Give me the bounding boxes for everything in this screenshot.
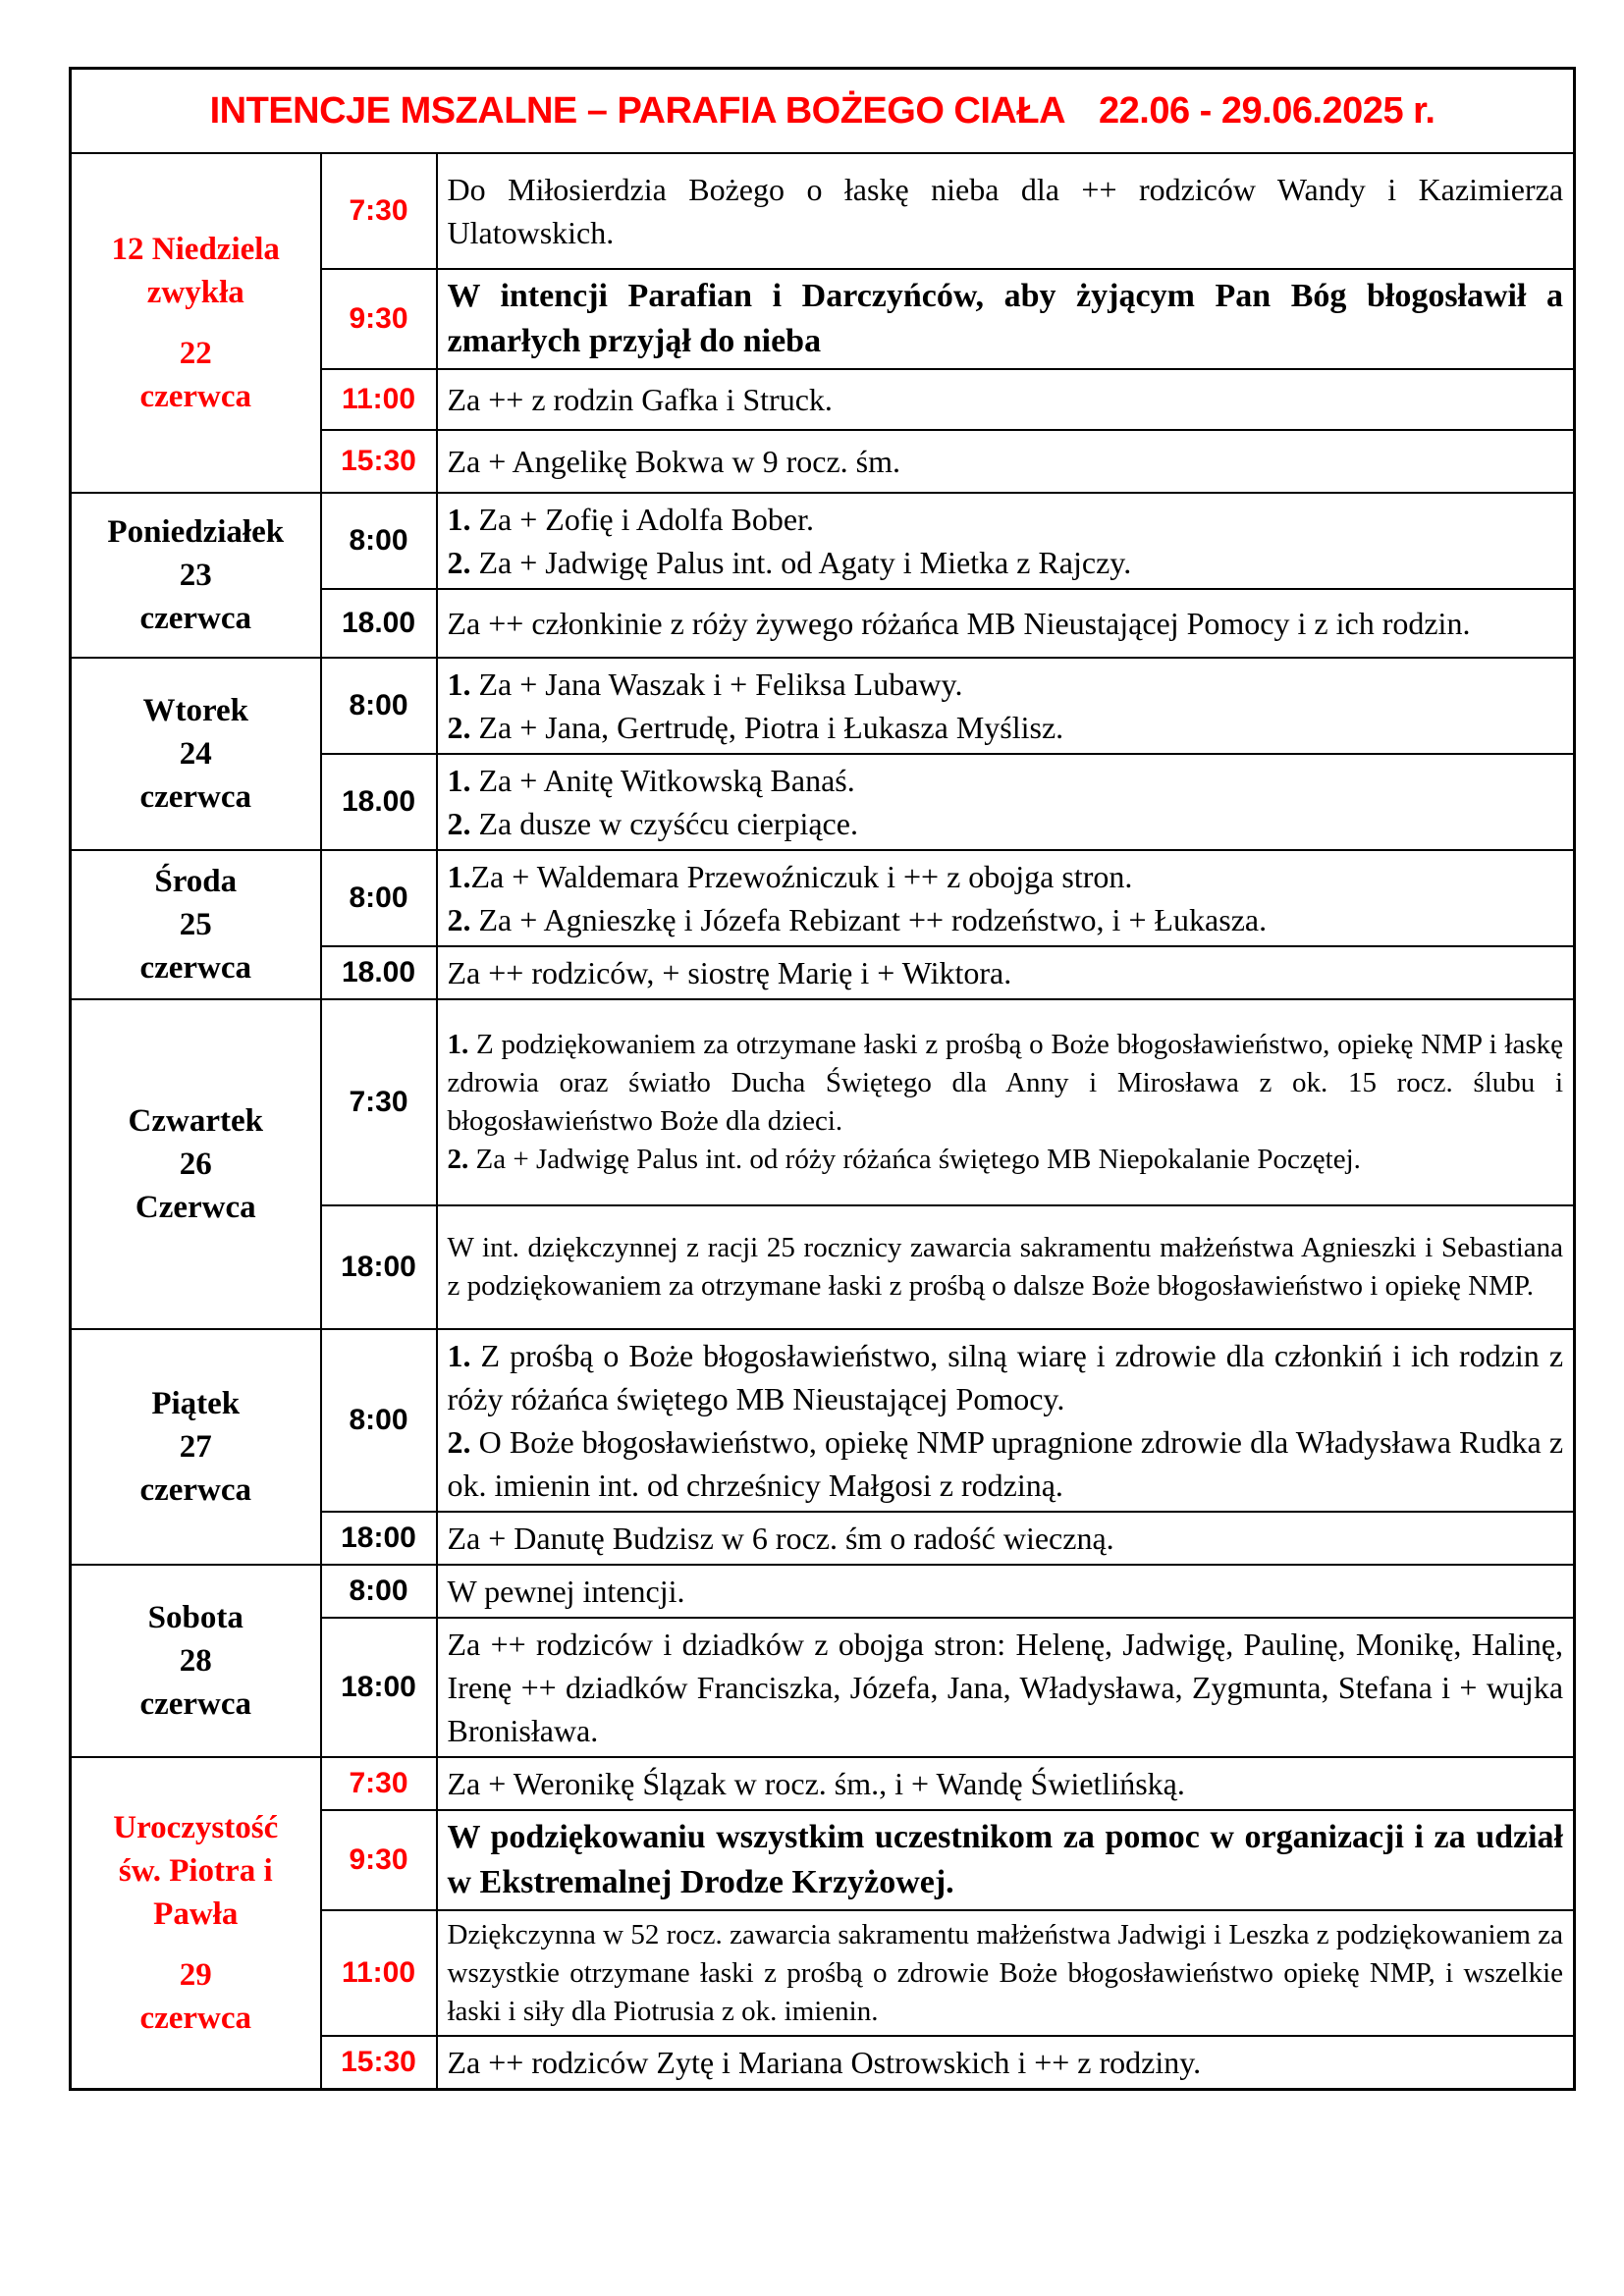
- month-name: czerwca: [139, 779, 252, 815]
- mass-intentions-table: [69, 67, 1576, 2091]
- day-name: Środa: [154, 864, 238, 899]
- mass-row: [71, 1757, 1575, 1810]
- item-number: 2.: [447, 902, 471, 937]
- intention-line: 1. Z prośbą o Boże błogosławieństwo, silną wiarę i zdrowie dla członkiń i ich rodzin z róży różańca świętego MB Nieustającej Pomocy.: [447, 1338, 1564, 1416]
- intention-text: [437, 1205, 1575, 1329]
- month-name: czerwca: [139, 2001, 252, 2036]
- mass-time: 18.00: [321, 589, 437, 658]
- intention-line: 2. Za + Jadwigę Palus int. od Agaty i Mietka z Rajczy.: [447, 545, 1132, 580]
- day-name: Piątek: [151, 1386, 241, 1421]
- day-date: [78, 1143, 314, 1229]
- day-name: Pawła: [153, 1896, 239, 1932]
- intention-line: 1. Z podziękowaniem za otrzymane łaski z prośbą o Boże błogosławieństwo, opiekę NMP i łaskę zdrowia oraz światło Ducha Świętego dla Anny i Mirosława z ok. 15 rocz. ślubu i błogosławieństwo Boże dla dzieci.: [447, 1029, 1564, 1137]
- day-name: Czwartek: [128, 1103, 263, 1139]
- month-name: czerwca: [139, 1472, 252, 1508]
- mass-time: 18:00: [321, 1512, 437, 1565]
- mass-time: 11:00: [321, 1910, 437, 2036]
- day-date: [78, 1425, 314, 1512]
- day-name: św. Piotra i: [118, 1853, 273, 1889]
- intention-text: [437, 269, 1575, 369]
- day-date: [78, 732, 314, 819]
- day-cell: [71, 850, 321, 999]
- intention-text: [437, 153, 1575, 269]
- intention-line: W int. dziękczynnej z racji 25 rocznicy zawarcia sakramentu małżeństwa Agnieszki i Sebastiana z podziękowaniem za otrzymane łaski z prośbą o dalsze Boże błogosławieństwo i opiekę NMP.: [447, 1232, 1564, 1302]
- item-number: 1.: [447, 502, 471, 537]
- intention-line: 2. Za + Agnieszkę i Józefa Rebizant ++ rodzeństwo, i + Łukasza.: [447, 902, 1268, 937]
- intention-line: Za ++ rodziców Zytę i Mariana Ostrowskich i ++ z rodziny.: [447, 2045, 1202, 2080]
- intention-line: W intencji Parafian i Darczyńców, aby żyjącym Pan Bóg błogosławił a zmarłych przyjął do nieba: [447, 278, 1564, 359]
- day-cell: [71, 1757, 321, 2090]
- day-name: Poniedziałek: [107, 514, 285, 550]
- day-number: 28: [179, 1643, 212, 1679]
- intention-text: [437, 1329, 1575, 1512]
- day-date: [78, 1639, 314, 1726]
- mass-time: 7:30: [321, 1757, 437, 1810]
- item-number: 1.: [447, 1029, 469, 1060]
- intention-text: [437, 1618, 1575, 1757]
- month-name: czerwca: [139, 1686, 252, 1722]
- intention-line: 2. O Boże błogosławieństwo, opiekę NMP upragnione zdrowie dla Władysława Rudka z ok. imienin int. od chrześnicy Małgosi z rodziną.: [447, 1424, 1564, 1503]
- month-name: Czerwca: [135, 1190, 256, 1225]
- item-number: 2.: [447, 545, 471, 580]
- mass-row: [71, 1329, 1575, 1512]
- day-number: 25: [179, 907, 212, 942]
- day-number: 26: [179, 1147, 212, 1182]
- mass-time: 8:00: [321, 658, 437, 754]
- intention-line: W pewnej intencji.: [447, 1574, 685, 1609]
- month-name: czerwca: [139, 950, 252, 986]
- title-dates: 22.06 - 29.06.2025 r.: [1099, 89, 1435, 132]
- intention-text: [437, 946, 1575, 999]
- day-number: 29: [179, 1957, 212, 1993]
- intention-line: Za ++ członkinie z róży żywego różańca MB Nieustającej Pomocy i z ich rodzin.: [447, 606, 1471, 641]
- intention-line: Dziękczynna w 52 rocz. zawarcia sakramentu małżeństwa Jadwigi i Leszka z podziękowaniem za wszystkie otrzymane łaski z prośbą o zdrowie Boże błogosławieństwo opiekę NMP, i wszelkie łaski i siły dla Piotrusia z ok. imienin.: [447, 1918, 1564, 2027]
- intention-line: 2. Za + Jadwigę Palus int. od róży różańca świętego MB Niepokalanie Poczętej.: [447, 1144, 1361, 1175]
- intention-line: W podziękowaniu wszystkim uczestnikom za pomoc w organizacji i za udział w Ekstremalnej Drodze Krzyżowej.: [447, 1819, 1564, 1900]
- mass-time: 18:00: [321, 1618, 437, 1757]
- day-cell: [71, 153, 321, 493]
- item-number: 1.: [447, 763, 471, 798]
- mass-row: [71, 850, 1575, 946]
- intention-text: [437, 493, 1575, 589]
- day-name: Sobota: [147, 1600, 244, 1635]
- intentions-document: [69, 67, 1573, 2091]
- mass-time: 9:30: [321, 1810, 437, 1910]
- title-row: [71, 69, 1575, 154]
- intention-text: [437, 430, 1575, 493]
- intention-text: [437, 1565, 1575, 1618]
- intention-line: Za + Danutę Budzisz w 6 rocz. śm o radość wieczną.: [447, 1521, 1114, 1556]
- mass-time: 7:30: [321, 153, 437, 269]
- intention-text: [437, 1757, 1575, 1810]
- intention-text: [437, 999, 1575, 1205]
- day-date: [78, 554, 314, 640]
- day-cell: [71, 1565, 321, 1757]
- intention-line: Do Miłosierdzia Bożego o łaskę nieba dla ++ rodziców Wandy i Kazimierza Ulatowskich.: [447, 172, 1564, 250]
- intention-line: 1.Za + Waldemara Przewoźniczuk i ++ z obojga stron.: [447, 859, 1133, 894]
- day-name: Wtorek: [142, 693, 249, 728]
- day-name: Uroczystość: [113, 1810, 279, 1845]
- day-name: 12 Niedziela: [111, 232, 280, 267]
- item-number: 1.: [447, 1338, 471, 1373]
- mass-time: 18.00: [321, 754, 437, 850]
- mass-time: 18:00: [321, 1205, 437, 1329]
- day-date: [78, 1953, 314, 2040]
- title-text: INTENCJE MSZALNE – PARAFIA BOŻEGO CIAŁA: [209, 89, 1066, 132]
- intention-line: 1. Za + Anitę Witkowską Banaś.: [447, 763, 855, 798]
- mass-row: [71, 999, 1575, 1205]
- mass-time: 9:30: [321, 269, 437, 369]
- day-number: 24: [179, 736, 212, 772]
- mass-time: 8:00: [321, 493, 437, 589]
- intention-text: [437, 1512, 1575, 1565]
- day-name: zwykła: [146, 275, 244, 310]
- mass-time: 15:30: [321, 2036, 437, 2090]
- intention-text: [437, 589, 1575, 658]
- mass-time: 8:00: [321, 1565, 437, 1618]
- item-number: 1.: [447, 859, 471, 894]
- intention-text: [437, 658, 1575, 754]
- intention-line: 1. Za + Zofię i Adolfa Bober.: [447, 502, 815, 537]
- day-cell: [71, 999, 321, 1329]
- intention-text: [437, 1810, 1575, 1910]
- day-number: 27: [179, 1429, 212, 1465]
- intention-text: [437, 1910, 1575, 2036]
- intention-text: [437, 369, 1575, 430]
- mass-time: 18.00: [321, 946, 437, 999]
- day-cell: [71, 493, 321, 658]
- intention-text: [437, 2036, 1575, 2090]
- intention-line: Za + Angelikę Bokwa w 9 rocz. śm.: [447, 444, 900, 479]
- item-number: 1.: [447, 667, 471, 702]
- intention-text: [437, 754, 1575, 850]
- day-date: [78, 332, 314, 418]
- item-number: 2.: [447, 806, 471, 841]
- mass-time: 15:30: [321, 430, 437, 493]
- day-number: 23: [179, 558, 212, 593]
- mass-time: 8:00: [321, 1329, 437, 1512]
- mass-row: [71, 658, 1575, 754]
- mass-time: 11:00: [321, 369, 437, 430]
- page-title: [71, 69, 1575, 154]
- intention-line: 2. Za dusze w czyśćcu cierpiące.: [447, 806, 858, 841]
- intention-line: Za ++ rodziców i dziadków z obojga stron: Helenę, Jadwigę, Paulinę, Monikę, Halinę, Irenę ++ dziadków Franciszka, Józefa, Jana, Władysława, Zygmunta, Stefana i + wujka Bronisława.: [447, 1627, 1564, 1748]
- month-name: czerwca: [139, 601, 252, 636]
- intention-line: Za ++ z rodzin Gafka i Struck.: [447, 382, 833, 417]
- mass-row: [71, 1565, 1575, 1618]
- intention-line: 1. Za + Jana Waszak i + Feliksa Lubawy.: [447, 667, 963, 702]
- item-number: 2.: [447, 1144, 469, 1175]
- intention-line: 2. Za + Jana, Gertrudę, Piotra i Łukasza Myślisz.: [447, 710, 1064, 745]
- day-cell: [71, 658, 321, 850]
- month-name: czerwca: [139, 379, 252, 414]
- mass-row: [71, 153, 1575, 269]
- day-date: [78, 903, 314, 989]
- item-number: 2.: [447, 1424, 471, 1460]
- mass-time: 8:00: [321, 850, 437, 946]
- intention-line: Za + Weronikę Ślązak w rocz. śm., i + Wandę Świetlińską.: [447, 1766, 1185, 1801]
- intention-line: Za ++ rodziców, + siostrę Marię i + Wiktora.: [447, 955, 1012, 990]
- mass-row: [71, 493, 1575, 589]
- intention-text: [437, 850, 1575, 946]
- mass-time: 7:30: [321, 999, 437, 1205]
- day-cell: [71, 1329, 321, 1565]
- item-number: 2.: [447, 710, 471, 745]
- day-number: 22: [179, 336, 212, 371]
